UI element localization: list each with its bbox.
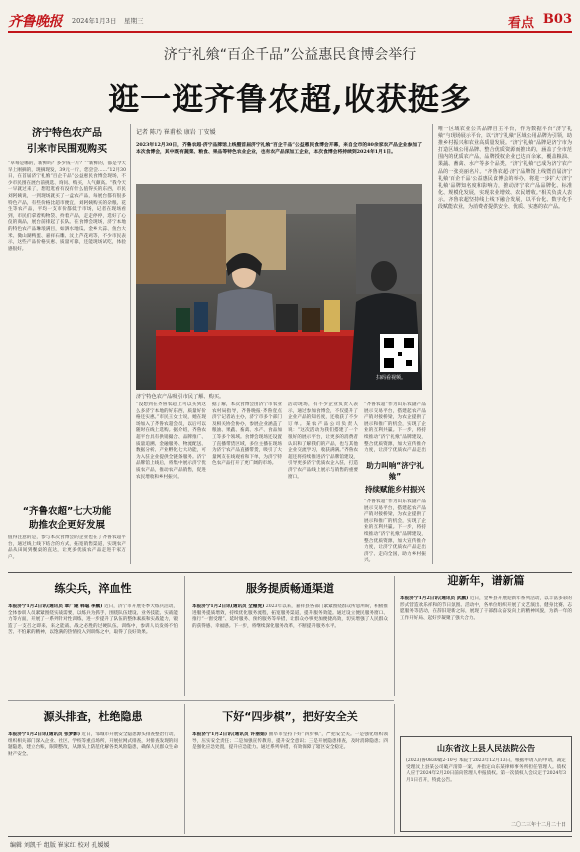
article-5 bbox=[192, 708, 388, 832]
article-3 bbox=[400, 572, 572, 722]
article-3-body bbox=[400, 596, 572, 722]
article-3-text: 近日，金乡县开展迎新年系列活动，以丰富多彩的形式营造欢乐祥和的节日氛围。活动中，各单位组织开展了文艺演出、健身比赛、志愿服务等活动，在辞旧迎新之际，展现了干部群众奋发向上的精神风貌，为新一年的工作开好局、起好步凝聚了强大合力。 bbox=[400, 596, 572, 621]
issue-date: 2024年1月3日 bbox=[72, 17, 117, 25]
article-2-title: 服务提质畅通渠道 bbox=[246, 582, 334, 595]
footer-editors: 编辑 刘凯千 组版 崔家红 校对 孔媛媛 bbox=[10, 842, 110, 849]
qr-caption: 扫码看视频。 bbox=[376, 375, 407, 381]
divider bbox=[184, 704, 185, 834]
side-article bbox=[8, 124, 126, 564]
divider bbox=[394, 576, 395, 696]
side-body: “草莓是哪的，新鲜吗？多少钱一斤？”“新鲜的，都是今天早上刚摘的，现摘现发，39元一斤，您尝尝……”12月30日，在首届济宁礼飨“百企千品”公益惠民食博会现场，不少市民围在展台前挑选、询问、购买，人气颇高。“我今天一早就过来了，想逛逛看有没有什么值得买的东西，市民刘阿姨说，一到现场就买了一盒农产品，每展台都有很多特色产品，有些价格比超市便宜，刘阿姨购买的杂粮、花生等农产品，平均一支市价都低于市场，记者在现场看到，市民们拿着购物袋、拎着产品，走走停停，选好了心仪的商品，展台前排起了长队。在食博会现场，济宁本地的特色农产品琳琅满目，如泗水地瓜、金乡大蒜、鱼台大米、微山湖鸭蛋、嘉祥石雕、汶上芦花鸡等，不少市民表示，这些产品价格实惠、质量可靠，还能现场试吃，体验感很好。 bbox=[8, 161, 126, 252]
col-d-title-2: 持续赋能乡村振兴 bbox=[365, 485, 425, 494]
divider bbox=[130, 124, 131, 564]
lead-col-d-pre: “齐鲁农超”作为山东农副产品展示交易平台，搭建起农产品产销对接桥梁，为农企提供了展示和推广的机会，实现了企业的互利共赢。下一步，将持续推动“济宁礼飨”品牌建设，整合优质资源，加大宣传推介力度，让济宁优质农产品走出 bbox=[364, 402, 426, 454]
article-4 bbox=[8, 708, 178, 832]
article-3-title: 迎新年，谱新篇 bbox=[447, 574, 525, 587]
article-1-body bbox=[8, 604, 178, 692]
lead-byline: 记者 陈乃 崔甫松 康岩 丁安媛 bbox=[136, 129, 216, 136]
notice-title: 山东省汶上县人民法院公告 bbox=[436, 743, 536, 753]
masthead bbox=[8, 12, 572, 31]
side2-body: 值得注意的是，参与本次食博会的企业也在了齐鲁农超平台，通过线上线下结合的方式，拓宽销售渠道，实现农产品从田间到餐桌的直达，让更多优质农产品走进千家万户。 bbox=[8, 535, 126, 560]
article-1 bbox=[8, 580, 178, 688]
page-number: B03 bbox=[542, 12, 572, 27]
photo-caption: 济宁特色农产品吸引市民了解、购买。 bbox=[136, 394, 225, 400]
divider bbox=[394, 704, 395, 834]
article-4-body bbox=[8, 732, 178, 832]
article-1-lead: 本报济宁1月2日讯(通讯员 章广建 韩聪 李鹏) bbox=[8, 604, 103, 609]
lead-intro: 2023年12月30日，齐鲁农超·济宁品牌馆上线暨首届济宁礼飨“百企千品”公益惠民食博会开幕，来自全市的80余家农产品企业参加了本次食博会，其中既有蔬菜、粮食、果品等特色农业企业，也有农产品深加工企业，本次食博会将持续到2024年1月1日。 bbox=[136, 142, 422, 155]
article-2-text: 2023年以来，嘉祥县各部门紧紧围绕群众所思所盼，积极推进服务提质增效，持续优化服务流程，拓宽服务渠道，提升服务效能。通过设立便民服务窗口、推行“一窗受理”、延时服务、预约服务等举措，让群众办事更加便捷高效，切实增强了人民群众的获得感、幸福感。下一步，将继续深化服务改革，不断提升服务水平。 bbox=[192, 604, 388, 629]
lead-col-d-body: “齐鲁农超”作为山东农副产品展示交易平台，搭建起农产品产销对接桥梁，为农企提供了展示和推广的机会，实现了企业的互利共赢。下一步，将持续推动“济宁礼飨”品牌建设，整合优质资源，加大宣传推介力度，让济宁优质农产品走出济宁、走向全国，助力乡村振兴。 bbox=[364, 499, 426, 564]
notice-body: (2023)鲁0830破2-10号 本院于2023年12月13日，根据申请人的申请，裁定受理汶上县某公司破产清算一案，并指定山东某律师事务所担任管理人。债权人应于2024年2月20日前向管理人申报债权。第一次债权人会议定于2024年3月1日召开，特此公告。 bbox=[406, 758, 566, 783]
lead-col-b: 据了解，本次食博会由济宁市农业农村局指导，齐鲁晚报·齐鲁壹点济宁记者站主办，济宁市多个部门及相关协会协办，参展企业涵盖了粮油、果蔬、畜禽、水产、食品加工等多个领域。食博会现场还设置了直播带货区域，多位主播在现场为济宁农产品直播带货，吸引了大量网友在线观看和下单，为济宁特色农产品打开了更广阔的市场。 bbox=[212, 402, 282, 467]
section-rule-2 bbox=[8, 700, 394, 701]
market-scene-image bbox=[136, 184, 422, 390]
side2-title-1: “齐鲁农超”七大功能 bbox=[22, 506, 112, 517]
footer-rule bbox=[8, 836, 572, 837]
lead-headline: 逛一逛齐鲁农超,收获挺多 bbox=[108, 82, 472, 118]
side-title-1: 济宁特色农产品 bbox=[32, 128, 102, 139]
side-title-2: 引来市民围观购买 bbox=[27, 144, 107, 155]
lead-photo bbox=[136, 184, 422, 390]
lead-kicker: 济宁礼飨“百企千品”公益惠民食博会举行 bbox=[163, 47, 417, 63]
article-2 bbox=[192, 580, 388, 688]
article-5-body bbox=[192, 732, 388, 832]
masthead-rule bbox=[8, 31, 572, 33]
newspaper-logo: 齐鲁晚报 bbox=[8, 14, 62, 30]
article-4-lead: 本报济宁1月2日讯(通讯员 张梦影) bbox=[8, 732, 81, 737]
lead-col-e: 唯一区域农业公共品牌自主平台，作为数据平台“济宁礼飨”与现场展示平台，以“济宁礼飨”区域公用品牌为引领，助推乡村振兴和农业高质量发展。“济宁礼飨”品牌是济宁市为打造区域公用品牌、整合优质资源而推出的，涵盖了全市范围内的优质农产品，品牌授权企业已达百余家，覆盖粮油、果蔬、畜禽、水产等多个品类，“济宁礼飨”已成为济宁农产品的一张亮丽名片。“齐鲁农超·济宁品牌馆上线暨首届济宁礼飨‘百企千品’公益惠民食博会的举办，将进一步扩大‘济宁礼飨’品牌知名度和影响力，推动济宁农产品品牌化、标准化、规模化发展，实现农业增效、农民增收。”相关负责人表示。齐鲁农超坚持线上线下融合发展，以平台化、数字化手段赋能农业，为消费者提供安全、优质、实惠的农产品。 bbox=[438, 126, 572, 211]
issue-weekday: 星期三 bbox=[124, 17, 144, 25]
court-notice bbox=[400, 736, 572, 832]
side2-title-2: 助推农企更好发展 bbox=[28, 520, 105, 531]
article-4-text: 近日，邹城市开展安全隐患源头排查整治行动，组织相关部门深入企业、社区、学校等重点场所，开展拉网式排查，对排查发现的问题隐患，建立台账，限期整改，从源头上防范化解各类风险隐患，确保人民群众生命财产安全。 bbox=[8, 732, 178, 757]
lead-col-d bbox=[364, 402, 426, 564]
article-5-lead: 本报济宁1月2日讯(通讯员 许丽娟) bbox=[192, 732, 268, 737]
divider bbox=[432, 124, 433, 564]
article-1-title: 练尖兵，淬血性 bbox=[54, 582, 132, 595]
section-name: 看点 bbox=[507, 16, 534, 31]
article-5-text: 曲阜市坚持下好“四步棋”，严把安全关。一是强化组织领导，压实安全责任；二是加强宣传教育，提升安全意识；三是开展隐患排查，及时消除隐患；四是强化应急处置，提升应急能力。通过系列举措，有效保障了辖区安全稳定。 bbox=[192, 732, 388, 751]
article-1-text: 近日，济宁市开展冬季大练兵活动，全体参训人员紧紧围绕实战需要，以练兵为抓手，围绕队伍建设、业务技能、实战能力等方面，开展了一系列针对性训练，进一步提升了队伍的整体素质和实战能力，锻造了一支召之即来、来之能战、战之必胜的过硬队伍。训练中，参训人员发扬不怕苦、不怕累的精神，以饱满的热情投入到训练之中，取得了良好效果。 bbox=[8, 604, 178, 636]
article-3-lead: 本报济宁1月2日讯(通讯员 武鹏) bbox=[400, 596, 469, 601]
notice-date: 二〇二三年十二月二十日 bbox=[510, 822, 566, 828]
article-2-body bbox=[192, 604, 388, 692]
article-5-title: 下好“四步棋”，把好安全关 bbox=[222, 710, 358, 723]
lead-col-a: “没想到在齐鲁农超上可以买到这么多济宁本地的好东西，质量好价格还实惠。”市民王女士说，她在现场加入了齐鲁农超会员，以后可以随时在线上选购。据介绍，齐鲁农超平台具有供销撮合、品牌推广、质量追溯、金融服务、物流配送、数据分析、产业孵化七大功能，可为入驻企业提供全链条服务。济宁品牌馆上线后，将集中展示济宁优质农产品，推动农产品销售，促进农民增收和乡村振兴。 bbox=[136, 402, 206, 480]
lead-col-c2: 活动现场，有不少企业负责人表示，通过参加食博会，不仅提升了企业产品的知名度，还收获了不少订单。某农产品公司负责人说：“这次活动为我们搭建了一个很好的展示平台，让更多的消费者认识和了解我们的产品，也与其他企业交流学习，收获满满。”齐鲁农超还将持续推进济宁品牌馆建设，引导更多济宁优质农企入驻，打造济宁农产品线上展示与销售的重要窗口。 bbox=[288, 402, 358, 480]
divider bbox=[184, 576, 185, 696]
article-2-lead: 本报济宁1月2日讯(通讯员 全栅虎) bbox=[192, 604, 265, 609]
col-d-title-1: 助力叫响“济宁礼飨” bbox=[366, 461, 424, 481]
article-4-title: 源头排查，杜绝隐患 bbox=[43, 710, 143, 723]
